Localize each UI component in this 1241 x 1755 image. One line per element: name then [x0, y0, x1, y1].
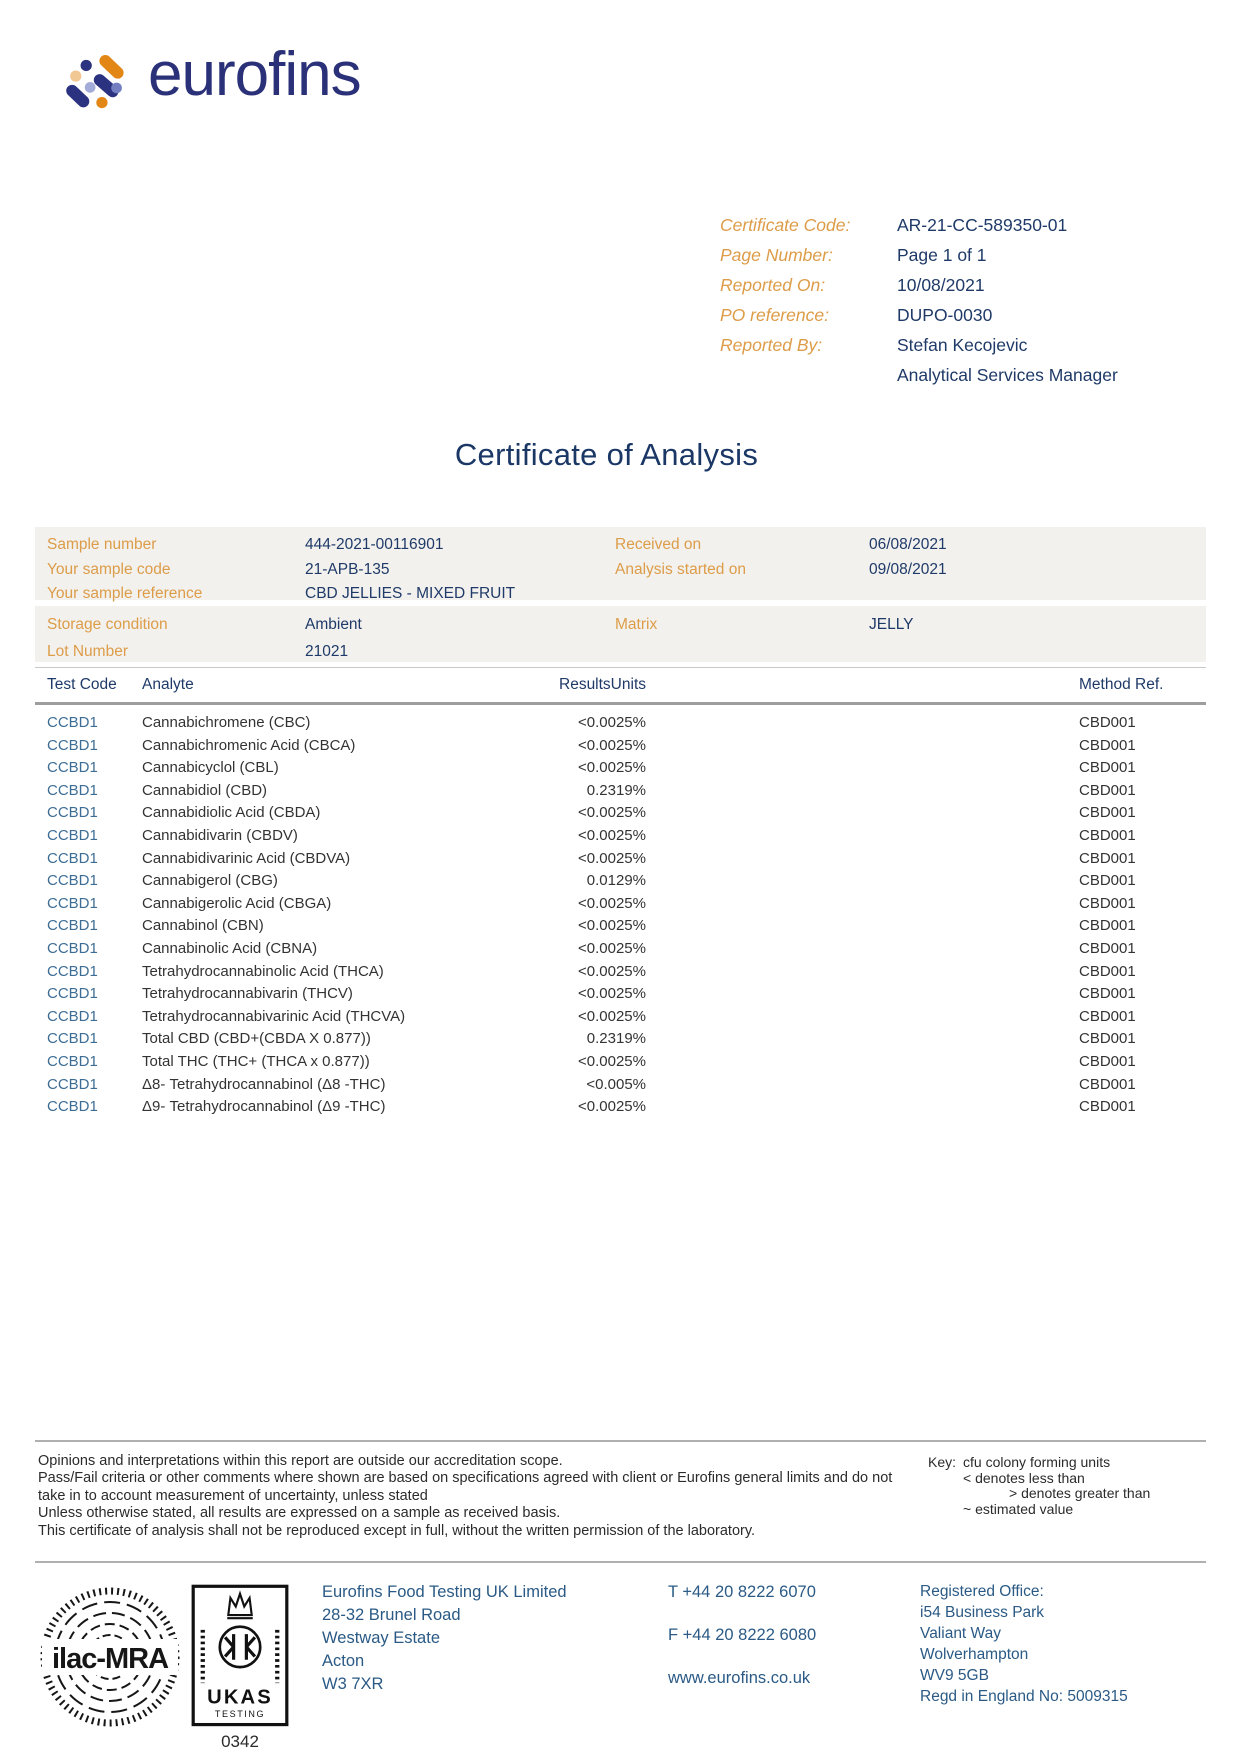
- cell-result: <0.0025%: [578, 917, 646, 935]
- info-label: Storage condition: [47, 616, 168, 633]
- cell-method-ref: CBD001: [1079, 894, 1136, 912]
- cell-spacer: [646, 983, 1079, 1006]
- results-table-row: [35, 915, 1206, 938]
- cell-spacer: [646, 825, 1079, 848]
- cell-method-ref: CBD001: [1079, 826, 1136, 844]
- eurofins-logo-icon: [62, 48, 134, 120]
- disclaimer-line: Pass/Fail criteria or other comments where shown are based on specifications agreed with client or Eurofins general limits and do not: [38, 1470, 893, 1487]
- key-entry: > denotes greater than: [1009, 1485, 1151, 1501]
- info-value: 444-2021-00116901: [305, 536, 444, 553]
- registered-office-line: WV9 5GB: [920, 1667, 989, 1684]
- cell-result: <0.0025%: [578, 759, 646, 777]
- certificate-info-value: DUPO-0030: [897, 305, 993, 325]
- certificate-info-value: Stefan Kecojevic: [897, 335, 1028, 355]
- results-table-row: [35, 1074, 1206, 1097]
- lab-address-line: Westway Estate: [322, 1629, 440, 1647]
- results-table-row: [35, 757, 1206, 780]
- storage-info-left: [47, 611, 362, 665]
- info-row: [47, 611, 362, 638]
- cell-result: <0.0025%: [578, 985, 646, 1003]
- cell-result: <0.0025%: [578, 1098, 646, 1116]
- results-table-row: [35, 1006, 1206, 1029]
- registered-office-line: Regd in England No: 5009315: [920, 1688, 1128, 1705]
- cell-method-ref: CBD001: [1079, 939, 1136, 957]
- info-row: [47, 582, 515, 607]
- cell-analyte: Cannabigerolic Acid (CBGA): [142, 894, 332, 912]
- cell-analyte: Δ8- Tetrahydrocannabinol (Δ8 -THC): [142, 1075, 386, 1093]
- disclaimer-line: Unless otherwise stated, all results are expressed on a sample as received basis.: [38, 1505, 561, 1522]
- cell-test-code: CCBD1: [47, 1030, 98, 1048]
- cell-analyte: Total THC (THC+ (THCA x 0.877)): [142, 1052, 370, 1070]
- info-label: Lot Number: [47, 643, 128, 660]
- lab-contact-line: F +44 20 8222 6080: [668, 1626, 817, 1644]
- lab-address: [322, 1581, 567, 1696]
- cell-test-code: CCBD1: [47, 1052, 98, 1070]
- cell-method-ref: CBD001: [1079, 962, 1136, 980]
- results-table-row: [35, 938, 1206, 961]
- cell-analyte: Cannabicyclol (CBL): [142, 759, 279, 777]
- info-row: [47, 638, 362, 665]
- cell-method-ref: CBD001: [1079, 714, 1136, 731]
- info-label: Your sample reference: [47, 585, 203, 602]
- cell-method-ref: CBD001: [1079, 759, 1136, 777]
- key-label: Key:: [928, 1454, 957, 1470]
- bottom-footer-divider: [35, 1561, 1206, 1563]
- cell-result: 0.2319%: [586, 1030, 646, 1048]
- cell-method-ref: CBD001: [1079, 736, 1136, 754]
- certificate-info: [720, 210, 1200, 390]
- key-entry: cfu colony forming units: [963, 1454, 1111, 1470]
- cell-spacer: [646, 1074, 1079, 1097]
- cell-analyte: Cannabinolic Acid (CBNA): [142, 939, 318, 957]
- ilac-mra-icon: [40, 1582, 180, 1732]
- info-row: [615, 611, 914, 638]
- certificate-info-label: [720, 360, 897, 390]
- ukas-testing-icon: [190, 1583, 290, 1730]
- info-row: [47, 533, 515, 558]
- results-table-row: [35, 983, 1206, 1006]
- registered-office-line: i54 Business Park: [920, 1604, 1045, 1621]
- cell-spacer: [646, 915, 1079, 938]
- cell-result: <0.0025%: [578, 826, 646, 844]
- disclaimer-line: This certificate of analysis shall not be reproduced except in full, without the written permission of the laboratory.: [38, 1522, 756, 1539]
- certificate-info-value: Page 1 of 1: [897, 245, 987, 265]
- cell-test-code: CCBD1: [47, 939, 98, 957]
- info-value: CBD JELLIES - MIXED FRUIT: [305, 585, 516, 602]
- cell-test-code: CCBD1: [47, 917, 98, 935]
- info-row: [615, 533, 947, 558]
- cell-test-code: CCBD1: [47, 714, 98, 731]
- cell-test-code: CCBD1: [47, 781, 98, 799]
- cell-method-ref: CBD001: [1079, 804, 1136, 822]
- cell-analyte: Tetrahydrocannabivarinic Acid (THCVA): [142, 1007, 406, 1025]
- cell-spacer: [646, 735, 1079, 758]
- cell-result: <0.0025%: [578, 1007, 646, 1025]
- info-value: 09/08/2021: [869, 560, 947, 578]
- results-table-header: [35, 667, 1206, 705]
- cell-method-ref: CBD001: [1079, 1030, 1136, 1048]
- cell-result: <0.0025%: [578, 894, 646, 912]
- disclaimer-text: [38, 1453, 892, 1540]
- cell-analyte: Cannabichromenic Acid (CBCA): [142, 736, 356, 754]
- cell-spacer: [646, 848, 1079, 871]
- cell-analyte: Total CBD (CBD+(CBDA X 0.877)): [142, 1030, 371, 1048]
- results-table-row: [35, 1096, 1206, 1119]
- info-value: Ambient: [305, 616, 362, 633]
- cell-spacer: [646, 893, 1079, 916]
- cell-spacer: [646, 870, 1079, 893]
- key-legend: [928, 1455, 1150, 1517]
- cell-result: <0.0025%: [578, 804, 646, 822]
- results-table-row: [35, 1051, 1206, 1074]
- disclaimer-line: Opinions and interpretations within this report are outside our accreditation scope.: [38, 1453, 563, 1469]
- results-table-row: [35, 870, 1206, 893]
- info-value: 21-APB-135: [305, 560, 390, 578]
- cell-method-ref: CBD001: [1079, 849, 1136, 867]
- cell-analyte: Δ9- Tetrahydrocannabinol (Δ9 -THC): [142, 1098, 386, 1116]
- results-table-row: [35, 780, 1206, 803]
- cell-result: <0.0025%: [578, 1052, 646, 1070]
- info-label: Sample number: [47, 536, 157, 553]
- cell-test-code: CCBD1: [47, 804, 98, 822]
- certificate-info-row: [720, 240, 1200, 270]
- cell-result: <0.005%: [586, 1075, 646, 1093]
- top-footer-divider: [35, 1440, 1206, 1442]
- cell-spacer: [646, 712, 1079, 735]
- cell-method-ref: CBD001: [1079, 985, 1136, 1003]
- certificate-info-label: Reported On:: [720, 275, 826, 295]
- sample-info-right: [615, 533, 947, 582]
- registered-office-line: Valiant Way: [920, 1625, 1001, 1642]
- cell-test-code: CCBD1: [47, 985, 98, 1003]
- eurofins-logo: [62, 42, 361, 120]
- column-header-method-ref: Method Ref.: [1079, 676, 1164, 693]
- cell-analyte: Cannabichromene (CBC): [142, 714, 311, 731]
- registered-office: [920, 1581, 1128, 1707]
- disclaimer-line: take in to account measurement of uncertainty, unless stated: [38, 1487, 428, 1504]
- cell-analyte: Cannabigerol (CBG): [142, 872, 278, 890]
- certificate-info-label: Page Number:: [720, 245, 833, 265]
- cell-method-ref: CBD001: [1079, 1007, 1136, 1025]
- cell-test-code: CCBD1: [47, 1007, 98, 1025]
- cell-spacer: [646, 757, 1079, 780]
- cell-method-ref: CBD001: [1079, 781, 1136, 799]
- info-label: Matrix: [615, 616, 658, 633]
- cell-analyte: Tetrahydrocannabivarin (THCV): [142, 985, 353, 1003]
- eurofins-logo-text: eurofins: [148, 40, 361, 109]
- cell-analyte: Cannabidiol (CBD): [142, 781, 268, 799]
- cell-test-code: CCBD1: [47, 894, 98, 912]
- lab-contact-line: T +44 20 8222 6070: [668, 1583, 816, 1601]
- certificate-info-label: PO reference:: [720, 305, 829, 325]
- cell-test-code: CCBD1: [47, 849, 98, 867]
- lab-address-line: Eurofins Food Testing UK Limited: [322, 1583, 567, 1601]
- info-label: Analysis started on: [615, 560, 746, 578]
- cell-analyte: Cannabidivarinic Acid (CBDVA): [142, 849, 351, 867]
- info-label: Received on: [615, 536, 702, 553]
- ukas-label: UKAS: [207, 1686, 273, 1709]
- results-table-row: [35, 735, 1206, 758]
- cell-spacer: [646, 1096, 1079, 1119]
- certificate-info-row: [720, 300, 1200, 330]
- cell-result: <0.0025%: [578, 714, 646, 731]
- info-label: Your sample code: [47, 560, 171, 578]
- key-entry: < denotes less than: [963, 1469, 1085, 1486]
- certificate-info-label: Certificate Code:: [720, 215, 851, 235]
- cell-method-ref: CBD001: [1079, 1098, 1136, 1116]
- cell-result: 0.0129%: [586, 872, 646, 890]
- lab-address-line: W3 7XR: [322, 1675, 384, 1693]
- results-table: [35, 667, 1206, 1119]
- results-table-row: [35, 712, 1206, 735]
- cell-test-code: CCBD1: [47, 826, 98, 844]
- ukas-sublabel: TESTING: [214, 1709, 266, 1720]
- results-table-row: [35, 825, 1206, 848]
- key-entry: ~ estimated value: [963, 1500, 1074, 1517]
- cell-result: <0.0025%: [578, 962, 646, 980]
- lab-contact-line: www.eurofins.co.uk: [668, 1669, 811, 1687]
- cell-test-code: CCBD1: [47, 759, 98, 777]
- sample-info-left: [47, 533, 515, 607]
- cell-analyte: Cannabinol (CBN): [142, 917, 264, 935]
- certificate-info-value: AR-21-CC-589350-01: [897, 215, 1068, 235]
- cell-analyte: Cannabidiolic Acid (CBDA): [142, 804, 321, 822]
- lab-address-line: Acton: [322, 1652, 365, 1670]
- info-value: 06/08/2021: [869, 536, 947, 553]
- cell-result: 0.2319%: [586, 781, 646, 799]
- info-row: [615, 558, 947, 583]
- cell-test-code: CCBD1: [47, 962, 98, 980]
- info-value: 21021: [305, 643, 349, 660]
- results-table-row: [35, 893, 1206, 916]
- info-row: [47, 558, 515, 583]
- cell-analyte: Cannabidivarin (CBDV): [142, 826, 298, 844]
- cell-method-ref: CBD001: [1079, 872, 1136, 890]
- ukas-accreditation-number: 0342: [221, 1732, 259, 1751]
- cell-spacer: [646, 780, 1079, 803]
- cell-test-code: CCBD1: [47, 736, 98, 754]
- info-value: JELLY: [869, 616, 914, 633]
- certificate-info-value: Analytical Services Manager: [897, 365, 1118, 385]
- certificate-info-value: 10/08/2021: [897, 275, 985, 295]
- cell-spacer: [646, 1028, 1079, 1051]
- cell-result: <0.0025%: [578, 736, 646, 754]
- cell-spacer: [646, 802, 1079, 825]
- results-table-row: [35, 848, 1206, 871]
- registered-office-line: Registered Office:: [920, 1583, 1044, 1600]
- ilac-mra-label: ilac-MRA: [51, 1643, 169, 1675]
- results-table-body: [35, 705, 1206, 1119]
- key-entries: [963, 1455, 1150, 1517]
- cell-method-ref: CBD001: [1079, 1052, 1136, 1070]
- registered-office-line: Wolverhampton: [920, 1646, 1029, 1663]
- column-header-results-units: ResultsUnits: [559, 676, 646, 693]
- cell-method-ref: CBD001: [1079, 917, 1136, 935]
- cell-analyte: Tetrahydrocannabinolic Acid (THCA): [142, 962, 384, 980]
- cell-method-ref: CBD001: [1079, 1075, 1136, 1093]
- cell-spacer: [646, 1006, 1079, 1029]
- ukas-logo: [190, 1583, 290, 1752]
- cell-spacer: [646, 938, 1079, 961]
- certificate-info-row: [720, 330, 1200, 360]
- column-header-analyte: Analyte: [142, 676, 194, 693]
- results-table-row: [35, 1028, 1206, 1051]
- certificate-info-row: [720, 210, 1200, 240]
- page-title: Certificate of Analysis: [454, 437, 759, 472]
- cell-test-code: CCBD1: [47, 1075, 98, 1093]
- column-header-test-code: Test Code: [47, 676, 117, 693]
- cell-result: <0.0025%: [578, 939, 646, 957]
- cell-spacer: [646, 1051, 1079, 1074]
- cell-spacer: [646, 961, 1079, 984]
- cell-result: <0.0025%: [578, 849, 646, 867]
- certificate-info-row: [720, 270, 1200, 300]
- results-table-row: [35, 802, 1206, 825]
- certificate-info-label: Reported By:: [720, 335, 823, 355]
- results-table-row: [35, 961, 1206, 984]
- ilac-mra-logo: [40, 1582, 180, 1737]
- lab-address-line: 28-32 Brunel Road: [322, 1606, 461, 1624]
- cell-test-code: CCBD1: [47, 1098, 98, 1116]
- certificate-info-row: [720, 360, 1200, 390]
- storage-info-right: [615, 611, 914, 638]
- lab-contact: [668, 1581, 816, 1710]
- cell-test-code: CCBD1: [47, 872, 98, 890]
